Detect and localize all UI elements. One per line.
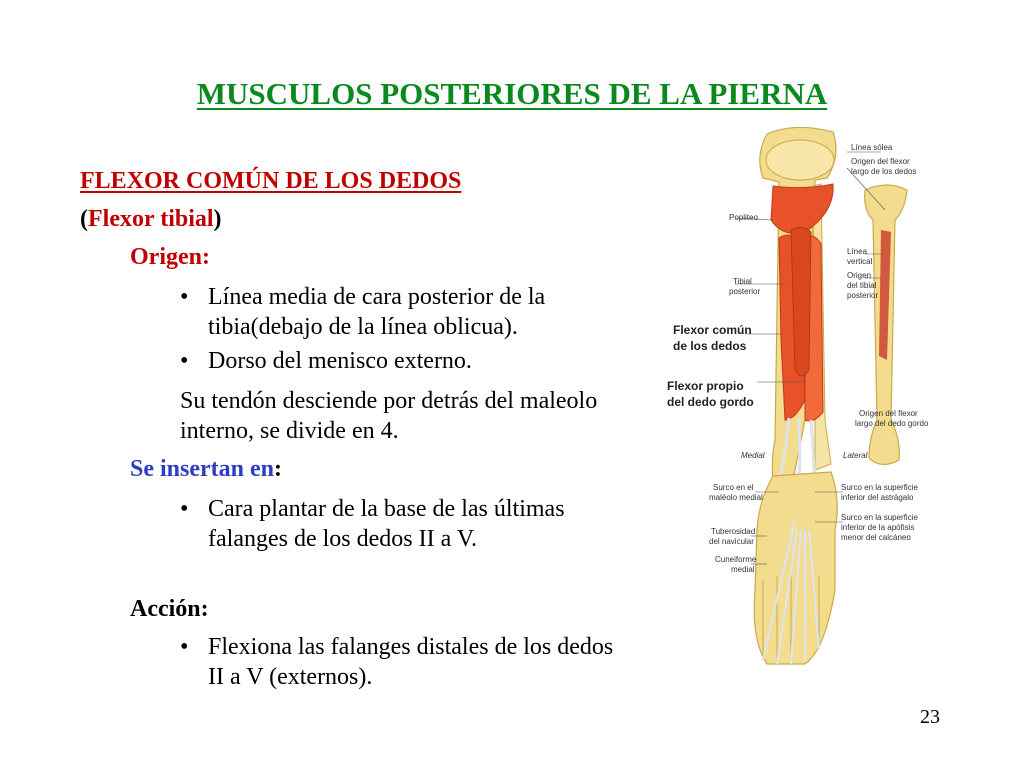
label-surco-calcaneo-3: menor del calcáneo — [841, 533, 911, 542]
slide-title: MUSCULOS POSTERIORES DE LA PIERNA — [196, 76, 828, 111]
label-tuberosidad: Tuberosidad — [711, 527, 756, 536]
label-origen-tibial-2: del tibial — [847, 281, 877, 290]
knee-condyles — [766, 140, 834, 180]
popliteus-muscle — [771, 184, 833, 234]
label-surco-astragalo-2: inferior del astrágalo — [841, 493, 914, 502]
label-origen-tibial-3: posterior — [847, 291, 879, 300]
alias-text: Flexor tibial — [88, 206, 214, 232]
section-title: FLEXOR COMÚN DE LOS DEDOS — [80, 168, 462, 194]
label-origen-tibial: Origen — [847, 271, 872, 280]
label-origen-flexor-gordo-2: largo del dedo gordo — [855, 419, 929, 428]
label-surco-maleolo-2: maléolo medial — [709, 493, 763, 502]
label-lateral: Lateral — [843, 451, 868, 460]
label-surco-calcaneo: Surco en la superficie — [841, 513, 918, 522]
anatomy-illustration — [655, 120, 955, 680]
bullet-text: Dorso del menisco externo. — [208, 348, 472, 374]
alias-close-paren: ) — [213, 206, 222, 232]
bullet-icon: • — [180, 496, 189, 522]
label-flexor-comun: Flexor común — [673, 323, 752, 337]
bullet-icon: • — [180, 284, 189, 310]
label-tibial-posterior-2: posterior — [729, 287, 761, 296]
label-flexor-propio: Flexor propio — [667, 379, 744, 393]
label-tuberosidad-2: del navicular — [709, 537, 754, 546]
insertion-colon: : — [274, 456, 282, 482]
label-linea-vertical: Línea — [847, 247, 868, 256]
label-surco-maleolo: Surco en el — [713, 483, 754, 492]
label-surco-calcaneo-2: inferior de la apófisis — [841, 523, 915, 532]
bullet-text: Línea media de cara posterior de la tibia(debajo de la línea oblicua). — [208, 284, 546, 340]
muscle-alias — [80, 204, 222, 234]
insertion-heading-row — [130, 454, 282, 484]
label-flexor-propio-2: del dedo gordo — [667, 395, 754, 409]
label-surco-astragalo: Surco en la superficie — [841, 483, 918, 492]
insertion-heading: Se insertan en — [130, 456, 274, 482]
label-cuneiforme-2: medial — [731, 565, 755, 574]
label-origen-flexor-largo: Origen del flexor — [851, 157, 910, 166]
label-linea-solea: Línea sólea — [851, 143, 893, 152]
label-medial: Medial — [741, 451, 765, 460]
page-number: 23 — [920, 706, 940, 728]
bullet-icon: • — [180, 348, 189, 374]
origin-heading: Origen: — [130, 244, 210, 270]
label-linea-vertical-2: vertical — [847, 257, 873, 266]
label-cuneiforme: Cuneiforme — [715, 555, 757, 564]
label-tibial-posterior: Tibial — [733, 277, 752, 286]
label-origen-flexor-gordo: Origen del flexor — [859, 409, 918, 418]
label-popliteo: Popliteo — [729, 213, 758, 222]
label-flexor-comun-2: de los dedos — [673, 339, 747, 353]
tendon-text: Su tendón desciende por detrás del maleolo interno, se divide en 4. — [180, 388, 598, 444]
bullet-icon: • — [180, 634, 189, 660]
leg-anatomy-drawing — [655, 120, 955, 680]
foot-bones — [754, 472, 837, 664]
bullet-text: Flexiona las falanges distales de los dedos II a V (externos). — [208, 634, 614, 690]
alias-open-paren: ( — [80, 206, 88, 232]
action-heading: Acción: — [130, 596, 209, 622]
bullet-text: Cara plantar de la base de las últimas falanges de los dedos II a V. — [208, 496, 565, 552]
label-origen-flexor-largo-2: largo de los dedos — [851, 167, 917, 176]
